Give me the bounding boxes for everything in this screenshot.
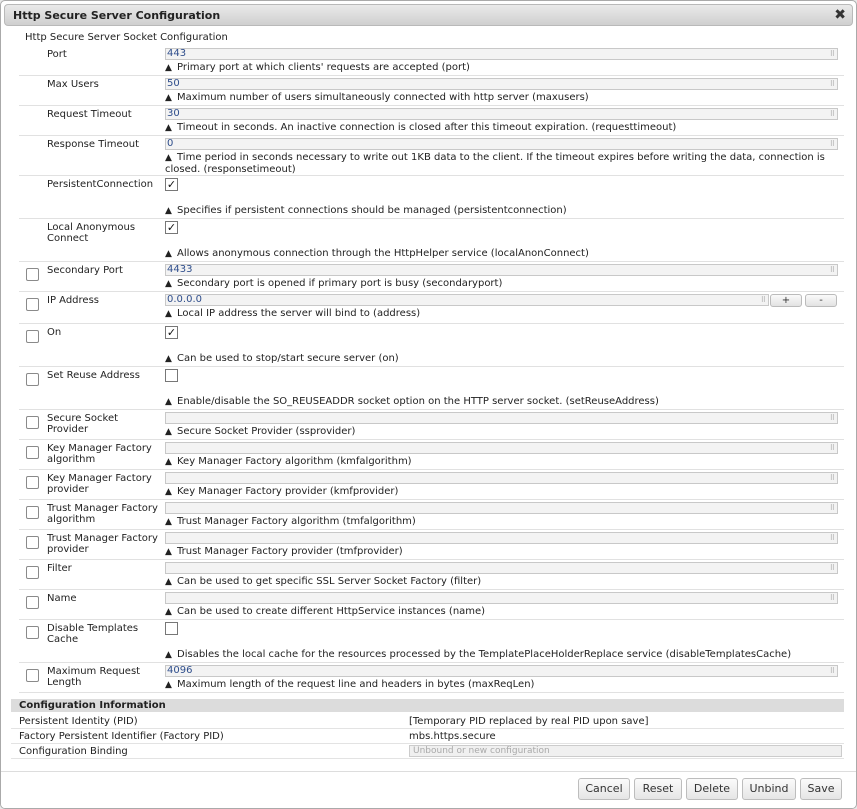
enable-checkbox[interactable] [26,416,39,429]
property-checkbox[interactable]: ✓ [166,326,177,339]
properties-table [19,46,844,693]
property-row [19,500,844,530]
warning-icon: ▲ [165,680,172,690]
enable-checkbox[interactable] [26,566,39,579]
description-text: Time period in seconds necessary to write out 1KB data to the client. If the timeout expires before writing the data, connection is closed. (responsetimeout) [165,152,825,175]
resize-grip-icon[interactable]: ⠿ [829,594,835,602]
property-input[interactable] [165,294,769,306]
property-label: Key Manager Factory algorithm [47,443,152,465]
property-value: 4433 [167,264,193,275]
unbind-button[interactable]: Unbind [742,778,796,800]
property-description [165,486,835,498]
button-bar [1,771,856,808]
property-description [165,426,835,438]
property-input[interactable] [165,665,838,677]
warning-icon: ▲ [165,63,172,73]
property-row [19,136,844,176]
property-checkbox[interactable]: ✓ [166,178,177,191]
resize-grip-icon[interactable]: ⠿ [829,414,835,422]
enable-checkbox[interactable] [26,268,39,281]
description-text: Allows anonymous connection through the HttpHelper service (localAnonConnect) [177,248,589,259]
property-row [19,367,844,410]
resize-grip-icon[interactable]: ⠿ [829,50,835,58]
property-label: PersistentConnection [47,179,154,190]
property-value: 50 [167,78,180,89]
property-input[interactable] [165,138,838,150]
property-row [19,663,844,693]
property-label: Set Reuse Address [47,370,140,381]
warning-icon: ▲ [165,354,172,364]
binding-select[interactable]: Unbound or new configuration [409,745,842,757]
description-text: Timeout in seconds. An inactive connection is closed after this timeout expiration. (requesttimeout) [177,122,677,133]
warning-icon: ▲ [165,457,172,467]
binding-label: Configuration Binding [19,746,128,757]
property-row [19,324,844,367]
resize-grip-icon[interactable]: ⠿ [829,534,835,542]
section-title: Http Secure Server Socket Configuration [25,32,228,43]
property-label: IP Address [47,295,99,306]
property-input[interactable] [165,108,838,120]
property-label: Disable Templates Cache [47,623,139,645]
enable-checkbox[interactable] [26,596,39,609]
property-input[interactable] [165,562,838,574]
description-text: Can be used to stop/start secure server (on) [177,353,399,364]
property-description [165,456,835,468]
property-description [165,248,835,260]
factory-pid-value: mbs.https.secure [409,731,496,742]
resize-grip-icon[interactable]: ⠿ [829,564,835,572]
property-label: Maximum Request Length [47,666,141,688]
resize-grip-icon[interactable]: ⠿ [829,474,835,482]
save-button[interactable]: Save [800,778,842,800]
enable-checkbox[interactable] [26,476,39,489]
warning-icon: ▲ [165,427,172,437]
property-label: Name [47,593,77,604]
enable-checkbox[interactable] [26,669,39,682]
property-label: Request Timeout [47,109,132,120]
factory-pid-row [11,729,844,744]
property-description [165,649,835,661]
warning-icon: ▲ [165,607,172,617]
property-description [165,576,835,588]
warning-icon: ▲ [165,650,172,660]
pid-label: Persistent Identity (PID) [19,716,138,727]
resize-grip-icon[interactable]: ⠿ [829,110,835,118]
resize-grip-icon[interactable]: ⠿ [829,80,835,88]
description-text: Specifies if persistent connections should be managed (persistentconnection) [177,205,567,216]
property-row [19,410,844,440]
property-row [19,530,844,560]
property-input[interactable] [165,48,838,60]
property-input[interactable] [165,412,838,424]
cancel-button[interactable]: Cancel [578,778,630,800]
reset-button[interactable]: Reset [634,778,682,800]
enable-checkbox[interactable] [26,626,39,639]
property-row [19,470,844,500]
property-row [19,176,844,219]
pid-value: [Temporary PID replaced by real PID upon save] [409,716,649,727]
property-label: Trust Manager Factory provider [47,533,158,555]
property-description [165,606,835,618]
property-description [165,308,835,320]
property-description [165,679,835,691]
description-text: Key Manager Factory algorithm (kmfalgorithm) [177,456,412,467]
resize-grip-icon[interactable]: ⠿ [829,140,835,148]
property-description [165,92,835,104]
property-row [19,292,844,324]
warning-icon: ▲ [165,93,172,103]
property-input[interactable] [165,502,838,514]
warning-icon: ▲ [165,487,172,497]
delete-button[interactable]: Delete [686,778,738,800]
warning-icon: ▲ [165,153,172,163]
warning-icon: ▲ [165,206,172,216]
property-checkbox[interactable] [165,622,178,635]
enable-checkbox[interactable] [26,298,39,311]
warning-icon: ▲ [165,249,172,259]
description-text: Disables the local cache for the resources processed by the TemplatePlaceHolderReplace service (disableTemplatesCache) [177,649,792,660]
add-button[interactable]: + [770,294,802,307]
property-row [19,76,844,106]
property-row [19,560,844,590]
property-input[interactable] [165,442,838,454]
dialog-title: Http Secure Server Configuration [13,9,221,22]
property-value: 0 [167,138,174,149]
property-description [165,122,835,134]
warning-icon: ▲ [165,397,172,407]
property-description [165,396,835,408]
property-row [19,106,844,136]
binding-row [11,744,844,759]
property-label: Trust Manager Factory algorithm [47,503,158,525]
description-text: Can be used to get specific SSL Server Socket Factory (filter) [177,576,482,587]
property-input[interactable] [165,532,838,544]
warning-icon: ▲ [165,309,172,319]
enable-checkbox[interactable] [26,506,39,519]
resize-grip-icon[interactable]: ⠿ [829,504,835,512]
property-row [19,440,844,470]
property-label: Response Timeout [47,139,140,150]
description-text: Secondary port is opened if primary port is busy (secondaryport) [177,278,503,289]
property-description [165,152,835,175]
description-text: Primary port at which clients' requests are accepted (port) [177,62,470,73]
enable-checkbox[interactable] [26,373,39,386]
resize-grip-icon[interactable]: ⠿ [829,444,835,452]
property-row [19,46,844,76]
property-description [165,205,835,217]
enable-checkbox[interactable] [26,536,39,549]
factory-pid-label: Factory Persistent Identifier (Factory PID) [19,731,224,742]
description-text: Enable/disable the SO_REUSEADDR socket option on the HTTP server socket. (setReuseAddress) [177,396,659,407]
resize-grip-icon[interactable]: ⠿ [829,266,835,274]
property-input[interactable] [165,264,838,276]
property-checkbox[interactable]: ✓ [166,221,177,234]
property-value: 4096 [167,665,193,676]
warning-icon: ▲ [165,517,172,527]
description-text: Secure Socket Provider (ssprovider) [177,426,356,437]
pid-row [11,714,844,729]
property-row [19,620,844,663]
config-info-header: Configuration Information [11,699,844,712]
description-text: Local IP address the server will bind to (address) [177,308,421,319]
property-checkbox[interactable] [165,369,178,382]
description-text: Key Manager Factory provider (kmfprovider) [177,486,399,497]
warning-icon: ▲ [165,577,172,587]
warning-icon: ▲ [165,279,172,289]
property-value: 30 [167,108,180,119]
dialog-titlebar[interactable] [4,4,853,26]
property-description [165,516,835,528]
property-description [165,353,835,365]
enable-checkbox[interactable] [26,330,39,343]
property-label: On [47,327,62,338]
property-label: Secure Socket Provider [47,413,119,435]
property-input[interactable] [165,78,838,90]
enable-checkbox[interactable] [26,446,39,459]
property-description [165,546,835,558]
description-text: Trust Manager Factory algorithm (tmfalgorithm) [177,516,416,527]
property-input[interactable] [165,472,838,484]
description-text: Maximum number of users simultaneously connected with http server (maxusers) [177,92,589,103]
property-label: Filter [47,563,72,574]
remove-button[interactable]: - [805,294,837,307]
property-description [165,278,835,290]
property-label: Secondary Port [47,265,123,276]
property-value: 443 [167,48,187,59]
description-text: Trust Manager Factory provider (tmfprovider) [177,546,403,557]
property-input[interactable] [165,592,838,604]
property-row [19,590,844,620]
description-text: Maximum length of the request line and headers in bytes (maxReqLen) [177,679,535,690]
property-label: Max Users [47,79,99,90]
property-value: 0.0.0.0 [167,294,202,305]
property-row [19,219,844,262]
resize-grip-icon[interactable]: ⠿ [760,296,766,304]
property-label: Key Manager Factory provider [47,473,152,495]
property-label: Local Anonymous Connect [47,222,136,244]
property-row [19,262,844,292]
close-icon[interactable]: ✖ [834,7,846,23]
warning-icon: ▲ [165,547,172,557]
property-description [165,62,835,74]
description-text: Can be used to create different HttpService instances (name) [177,606,486,617]
resize-grip-icon[interactable]: ⠿ [829,667,835,675]
property-label: Port [47,49,67,60]
warning-icon: ▲ [165,123,172,133]
